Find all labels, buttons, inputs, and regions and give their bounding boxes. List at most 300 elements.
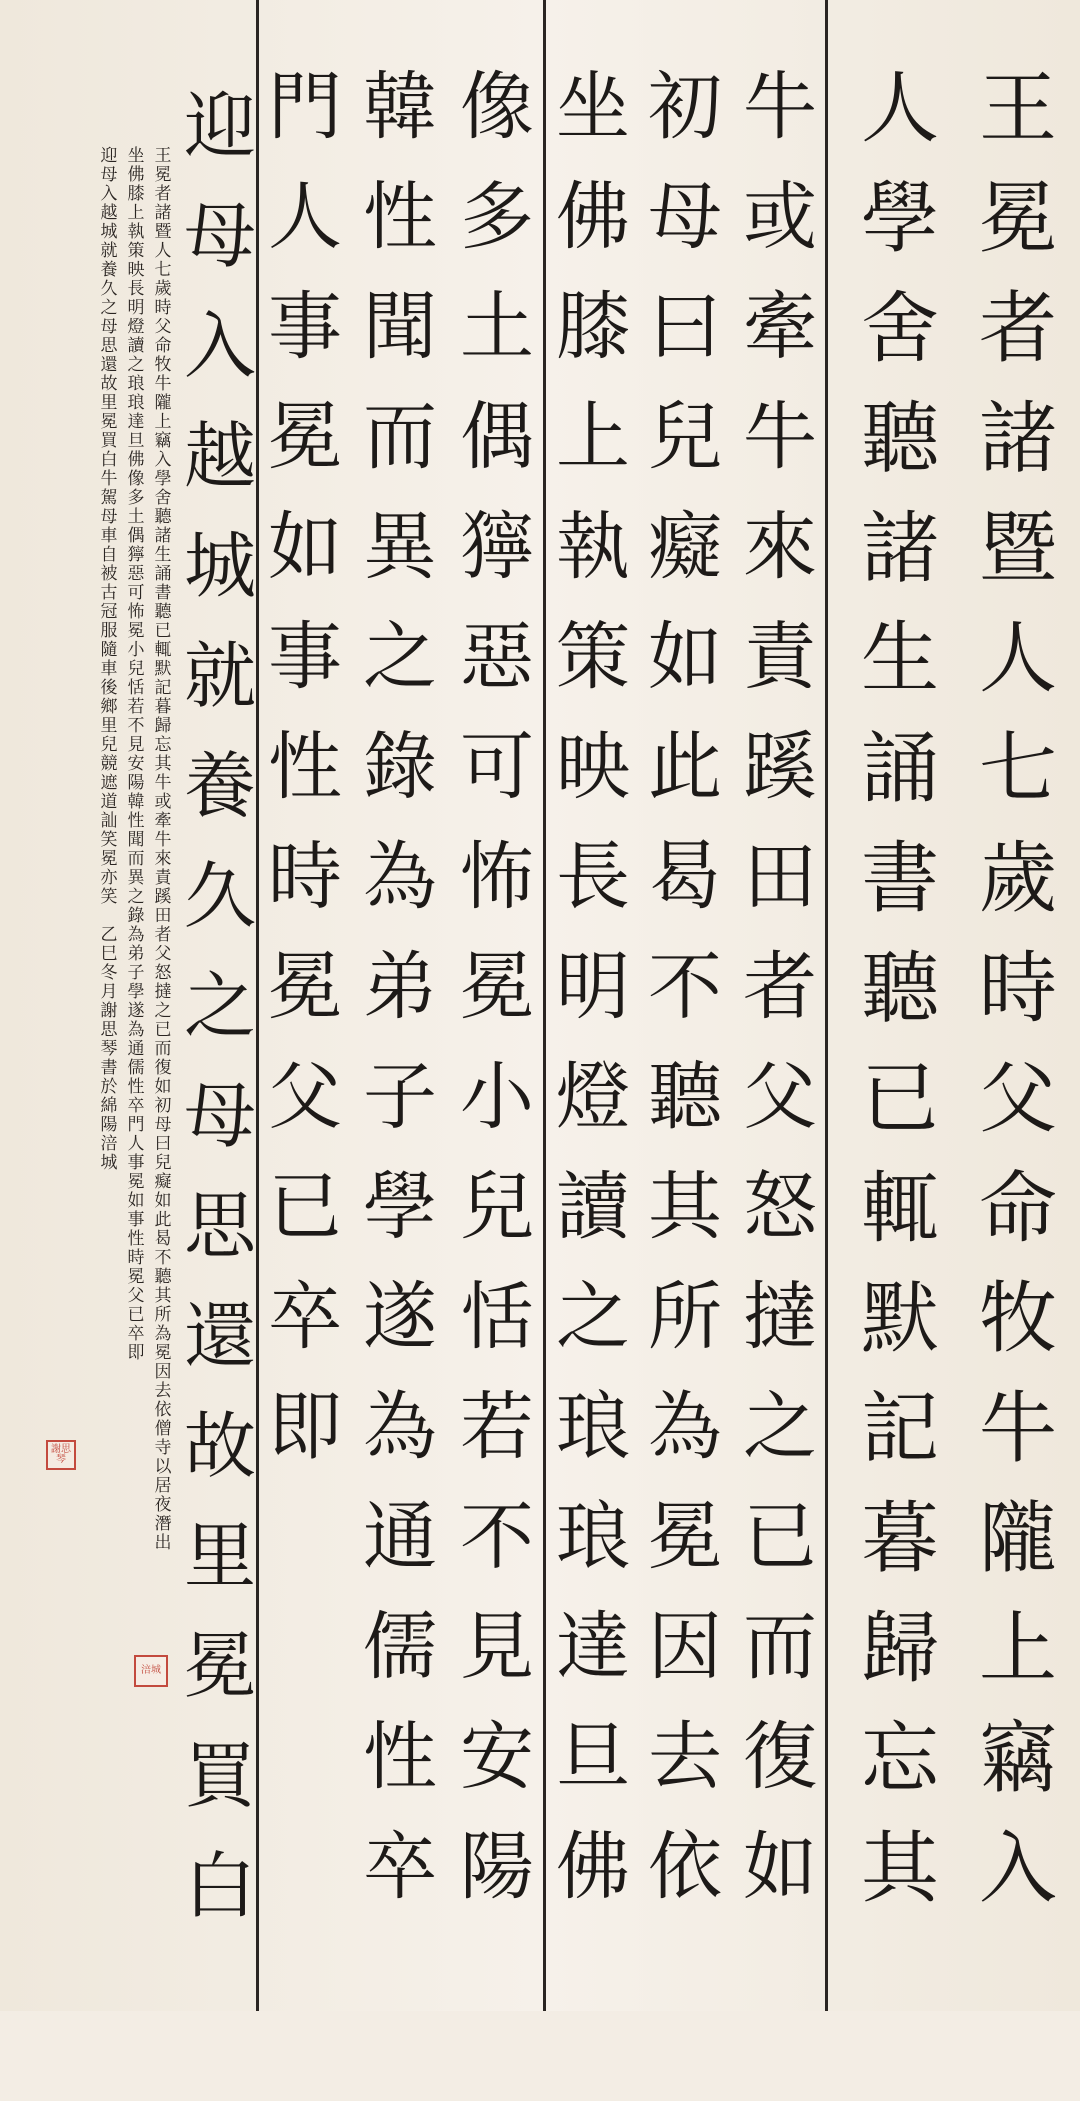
inscription-glyph: 兒	[154, 1153, 172, 1173]
seal-script-glyph: 此	[648, 724, 722, 810]
seal-script-glyph: 映	[556, 724, 630, 810]
inscription-glyph: 母	[100, 507, 118, 527]
inscription-glyph: 讀	[127, 336, 145, 356]
inscription-glyph: 命	[154, 336, 172, 356]
seal-script-glyph: 久	[183, 854, 256, 938]
inscription-glyph: 明	[127, 298, 145, 318]
seal-script-glyph: 諸	[860, 504, 939, 594]
seal-script-glyph: 冕	[648, 1494, 722, 1580]
inscription-glyph: 琅	[127, 393, 145, 413]
inscription-glyph: 被	[100, 564, 118, 584]
inscription-glyph: 牛	[154, 830, 172, 850]
seal-script-glyph: 書	[860, 834, 939, 924]
seal-script-glyph: 父	[978, 1054, 1057, 1144]
seal-script-glyph: 為	[363, 834, 437, 920]
inscription-glyph: 書	[100, 1058, 118, 1078]
inscription-glyph: 燈	[127, 317, 145, 337]
inscription-glyph: 琅	[127, 374, 145, 394]
seal-script-glyph: 惡	[460, 614, 534, 700]
seal-script-glyph: 事	[268, 614, 342, 700]
inscription-glyph: 亦	[100, 868, 118, 888]
inscription-glyph: 出	[154, 1533, 172, 1553]
inscription-glyph: 韓	[127, 792, 145, 812]
inscription-glyph: 曷	[154, 1229, 172, 1249]
inscription-glyph: 錄	[127, 906, 145, 926]
seal-script-glyph: 上	[978, 1604, 1057, 1694]
inscription-glyph: 已	[154, 621, 172, 641]
inscription-glyph: 性	[127, 1229, 145, 1249]
seal-script-glyph: 冕	[978, 174, 1057, 264]
seal-script-glyph: 暮	[860, 1494, 939, 1584]
inscription-glyph: 復	[154, 1058, 172, 1078]
inscription-glyph: 獰	[127, 545, 145, 565]
inscription-glyph: 母	[100, 317, 118, 337]
seal-script-glyph: 來	[743, 504, 817, 590]
inscription-glyph: 冕	[154, 165, 172, 185]
inscription-glyph: 涪	[100, 1134, 118, 1154]
inscription-glyph: 兒	[127, 659, 145, 679]
inscription-glyph: 怒	[154, 963, 172, 983]
seal-script-glyph: 冕	[268, 944, 342, 1030]
seal-script-glyph: 冕	[268, 394, 342, 480]
seal-script-glyph: 若	[460, 1384, 534, 1470]
inscription-glyph: 時	[127, 1248, 145, 1268]
seal-script-glyph: 恬	[460, 1274, 534, 1360]
seal-script-glyph: 子	[363, 1054, 437, 1140]
inscription-glyph: 而	[127, 849, 145, 869]
inscription-glyph: 所	[154, 1305, 172, 1325]
main-column-7	[355, 0, 445, 2081]
inscription-glyph: 蹊	[154, 887, 172, 907]
seal-script-glyph: 默	[860, 1274, 939, 1364]
inscription-glyph: 競	[100, 754, 118, 774]
inscription-glyph: 田	[154, 906, 172, 926]
seal-script-glyph: 兒	[460, 1164, 534, 1250]
inscription-glyph: 撻	[154, 982, 172, 1002]
inscription-glyph: 笑	[100, 830, 118, 850]
seal-script-glyph: 上	[556, 394, 630, 480]
inscription-glyph: 養	[100, 260, 118, 280]
column-rule	[543, 0, 546, 2011]
inscription-glyph: 見	[127, 735, 145, 755]
seal-script-glyph: 命	[978, 1164, 1057, 1254]
seal-script-glyph: 性	[363, 1714, 437, 1800]
inscription-glyph: 佛	[127, 165, 145, 185]
seal-script-glyph: 即	[268, 1384, 342, 1470]
inscription-glyph: 冠	[100, 602, 118, 622]
inscription-glyph: 父	[154, 944, 172, 964]
inscription-glyph: 記	[154, 678, 172, 698]
inscription-glyph: 為	[127, 1020, 145, 1040]
seal-script-glyph: 人	[978, 614, 1057, 704]
seal-script-glyph: 七	[978, 724, 1057, 814]
inscription-glyph: 居	[154, 1476, 172, 1496]
inscription-glyph: 性	[127, 811, 145, 831]
inscription-glyph: 輒	[154, 640, 172, 660]
inscription-glyph: 謝	[100, 1001, 118, 1021]
seal-script-glyph: 輒	[860, 1164, 939, 1254]
seal-script-glyph: 獰	[460, 504, 534, 590]
seal-script-glyph: 癡	[648, 504, 722, 590]
seal-script-glyph: 者	[743, 944, 817, 1030]
seal-script-glyph: 牽	[743, 284, 817, 370]
seal-script-glyph: 故	[183, 1404, 256, 1488]
inscription-glyph: 如	[154, 1077, 172, 1097]
inscription-glyph: 策	[127, 241, 145, 261]
seal-script-glyph: 如	[268, 504, 342, 590]
inscription-column-3	[98, 148, 120, 1578]
seal-script-glyph: 田	[743, 834, 817, 920]
seal-script-glyph: 怖	[460, 834, 534, 920]
inscription-glyph: 默	[154, 659, 172, 679]
inscription-glyph: 冕	[127, 1267, 145, 1287]
inscription-glyph: 車	[100, 526, 118, 546]
seal-script-glyph: 琅	[556, 1494, 630, 1580]
inscription-glyph: 時	[154, 298, 172, 318]
inscription-glyph: 之	[127, 887, 145, 907]
inscription-glyph: 父	[154, 317, 172, 337]
seal-script-glyph: 牛	[743, 64, 817, 150]
seal-script-glyph: 如	[743, 1824, 817, 1910]
inscription-glyph: 責	[154, 868, 172, 888]
inscription-glyph: 者	[154, 184, 172, 204]
inscription-glyph: 古	[100, 583, 118, 603]
inscription-glyph: 惡	[127, 564, 145, 584]
inscription-glyph: 歸	[154, 716, 172, 736]
inscription-glyph: 巳	[100, 944, 118, 964]
inscription-glyph: 因	[154, 1362, 172, 1382]
seal-script-glyph: 曰	[648, 284, 722, 370]
seal-script-glyph: 時	[268, 834, 342, 920]
inscription-glyph: 之	[100, 298, 118, 318]
inscription-glyph: 多	[127, 488, 145, 508]
inscription-glyph: 暨	[154, 222, 172, 242]
inscription-glyph: 曰	[154, 1134, 172, 1154]
inscription-glyph: 冕	[154, 1343, 172, 1363]
inscription-glyph: 佛	[127, 450, 145, 470]
main-column-9	[180, 0, 260, 2101]
inscription-glyph: 牛	[100, 469, 118, 489]
inscription-glyph: 里	[100, 393, 118, 413]
seal-script-glyph: 牛	[743, 394, 817, 480]
seal-script-glyph: 入	[183, 304, 256, 388]
inscription-glyph: 弟	[127, 944, 145, 964]
inscription-glyph: 如	[127, 1191, 145, 1211]
seal-script-glyph: 陽	[460, 1824, 534, 1910]
inscription-glyph: 而	[154, 1039, 172, 1059]
seal-script-glyph: 錄	[363, 724, 437, 810]
seal-script-glyph: 母	[648, 174, 722, 260]
seal-script-glyph: 多	[460, 174, 534, 260]
inscription-glyph: 長	[127, 279, 145, 299]
inscription-glyph: 陽	[100, 1115, 118, 1135]
seal-script-glyph: 性	[268, 724, 342, 810]
seal-script-glyph: 可	[460, 724, 534, 810]
seal-script-glyph: 養	[183, 744, 256, 828]
inscription-glyph: 遮	[100, 773, 118, 793]
main-column-8	[260, 0, 350, 2081]
inscription-glyph: 即	[127, 1343, 145, 1363]
seal-script-glyph: 時	[978, 944, 1057, 1034]
inscription-glyph: 自	[100, 545, 118, 565]
inscription-glyph: 潛	[154, 1514, 172, 1534]
inscription-glyph: 子	[127, 963, 145, 983]
seal-script-glyph: 所	[648, 1274, 722, 1360]
inscription-glyph: 事	[127, 1210, 145, 1230]
seal-script-glyph: 不	[648, 944, 722, 1030]
seal-script-glyph: 誦	[860, 724, 939, 814]
seal-script-glyph: 復	[743, 1714, 817, 1800]
seal-script-glyph: 生	[860, 614, 939, 704]
inscription-glyph: 綿	[100, 1096, 118, 1116]
inscription-glyph: 月	[100, 982, 118, 1002]
inscription-glyph: 偶	[127, 526, 145, 546]
seal-script-glyph: 越	[183, 414, 256, 498]
seal-script-glyph: 琅	[556, 1384, 630, 1470]
inscription-glyph: 入	[100, 184, 118, 204]
column-rule	[825, 0, 828, 2011]
inscription-glyph: 映	[127, 260, 145, 280]
seal-script-glyph: 佛	[556, 1824, 630, 1910]
inscription-glyph: 琴	[100, 1039, 118, 1059]
seal-script-glyph: 責	[743, 614, 817, 700]
inscription-glyph: 生	[154, 545, 172, 565]
inscription-glyph: 誦	[154, 564, 172, 584]
inscription-glyph: 買	[100, 431, 118, 451]
seal-script-glyph: 人	[860, 64, 939, 154]
inscription-glyph: 以	[154, 1457, 172, 1477]
seal-script-glyph: 里	[183, 1514, 256, 1598]
seal-script-glyph: 已	[860, 1054, 939, 1144]
inscription-glyph: 於	[100, 1077, 118, 1097]
seal-script-glyph: 偶	[460, 394, 534, 480]
inscription-glyph: 達	[127, 412, 145, 432]
inscription-glyph: 車	[100, 659, 118, 679]
inscription-glyph: 竊	[154, 431, 172, 451]
inscription-glyph: 聞	[127, 830, 145, 850]
inscription-glyph: 後	[100, 678, 118, 698]
inscription-glyph: 書	[154, 583, 172, 603]
seal-script-glyph: 學	[363, 1164, 437, 1250]
seal-script-glyph: 思	[183, 1184, 256, 1268]
inscription-glyph: 七	[154, 260, 172, 280]
seal-script-glyph: 王	[978, 64, 1057, 154]
seal-script-glyph: 讀	[556, 1164, 630, 1250]
artist-seal: 謝思琴	[46, 1440, 76, 1470]
seal-script-glyph: 像	[460, 64, 534, 150]
seal-script-glyph: 之	[363, 614, 437, 700]
inscription-glyph: 牛	[154, 773, 172, 793]
seal-script-glyph: 坐	[556, 64, 630, 150]
inscription-glyph: 來	[154, 849, 172, 869]
seal-script-glyph: 牧	[978, 1274, 1057, 1364]
inscription-glyph: 暮	[154, 697, 172, 717]
seal-script-glyph: 明	[556, 944, 630, 1030]
inscription-glyph: 寺	[154, 1438, 172, 1458]
seal-script-glyph: 隴	[978, 1494, 1057, 1584]
inscription-glyph: 像	[127, 469, 145, 489]
inscription-glyph: 此	[154, 1210, 172, 1230]
inscription-glyph: 城	[100, 1153, 118, 1173]
seal-script-glyph: 冕	[460, 944, 534, 1030]
seal-script-glyph: 父	[743, 1054, 817, 1140]
inscription-glyph: 人	[154, 241, 172, 261]
seal-script-glyph: 還	[183, 1294, 256, 1378]
inscription-glyph: 為	[127, 925, 145, 945]
seal-script-glyph: 而	[363, 394, 437, 480]
inscription-glyph: 冕	[100, 412, 118, 432]
seal-script-glyph: 蹊	[743, 724, 817, 810]
seal-script-glyph: 達	[556, 1604, 630, 1690]
inscription-glyph: 冕	[100, 849, 118, 869]
inscription-glyph: 母	[100, 165, 118, 185]
inscription-glyph: 去	[154, 1381, 172, 1401]
inscription-glyph: 已	[154, 1020, 172, 1040]
inscription-glyph: 僧	[154, 1419, 172, 1439]
seal-script-glyph: 竊	[978, 1714, 1057, 1804]
seal-script-glyph: 小	[460, 1054, 534, 1140]
seal-script-glyph: 性	[363, 174, 437, 260]
inscription-glyph: 不	[127, 716, 145, 736]
inscription-glyph: 上	[127, 203, 145, 223]
seal-script-glyph: 因	[648, 1604, 722, 1690]
inscription-glyph: 越	[100, 203, 118, 223]
seal-script-glyph: 諸	[978, 394, 1057, 484]
seal-script-glyph: 母	[183, 194, 256, 278]
main-column-5	[548, 0, 638, 2081]
inscription-glyph: 母	[154, 1115, 172, 1135]
seal-script-glyph: 歸	[860, 1604, 939, 1694]
seal-script-glyph: 門	[268, 64, 342, 150]
inscription-glyph: 之	[154, 1001, 172, 1021]
seal-script-glyph: 而	[743, 1604, 817, 1690]
inscription-glyph: 忘	[154, 735, 172, 755]
inscription-glyph: 學	[154, 469, 172, 489]
inscription-glyph: 恬	[127, 678, 145, 698]
inscription-glyph: 執	[127, 222, 145, 242]
inscription-glyph: 膝	[127, 184, 145, 204]
inscription-glyph: 舍	[154, 488, 172, 508]
seal-script-glyph: 旦	[556, 1714, 630, 1800]
seal-script-glyph: 去	[648, 1714, 722, 1800]
seal-script-glyph: 卒	[268, 1274, 342, 1360]
inscription-glyph: 牧	[154, 355, 172, 375]
seal-script-glyph: 事	[268, 284, 342, 370]
inscription-glyph: 兒	[100, 735, 118, 755]
seal-script-glyph: 之	[743, 1384, 817, 1470]
inscription-glyph: 冬	[100, 963, 118, 983]
inscription-glyph: 學	[127, 982, 145, 1002]
inscription-glyph: 服	[100, 621, 118, 641]
seal-script-glyph: 入	[978, 1824, 1057, 1914]
inscription-glyph: 怖	[127, 602, 145, 622]
inscription-glyph: 還	[100, 355, 118, 375]
seal-script-glyph: 牛	[978, 1384, 1057, 1474]
inscription-glyph: 隨	[100, 640, 118, 660]
inscription-glyph: 癡	[154, 1172, 172, 1192]
seal-script-glyph: 就	[183, 634, 256, 718]
inscription-glyph: 依	[154, 1400, 172, 1420]
seal-script-glyph: 依	[648, 1824, 722, 1910]
seal-script-glyph: 舍	[860, 284, 939, 374]
inscription-glyph: 門	[127, 1115, 145, 1135]
inscription-glyph: 其	[154, 1286, 172, 1306]
inscription-glyph: 里	[100, 716, 118, 736]
seal-script-glyph: 膝	[556, 284, 630, 370]
seal-script-glyph: 迎	[183, 84, 256, 168]
seal-script-glyph: 聽	[860, 944, 939, 1034]
inscription-glyph: 城	[100, 222, 118, 242]
seal-script-glyph: 如	[648, 614, 722, 700]
inscription-glyph: 思	[100, 1020, 118, 1040]
seal-script-glyph: 已	[268, 1164, 342, 1250]
inscription-glyph: 迎	[100, 146, 118, 166]
main-column-2	[850, 0, 950, 2081]
inscription-glyph: 入	[154, 450, 172, 470]
inscription-column-2	[125, 148, 147, 1578]
inscription-column-1	[152, 148, 174, 1578]
inscription-glyph: 土	[127, 507, 145, 527]
inscription-glyph: 乙	[100, 925, 118, 945]
inscription-glyph: 若	[127, 697, 145, 717]
seal-script-glyph: 記	[860, 1384, 939, 1474]
seal-script-glyph: 弟	[363, 944, 437, 1030]
inscription-glyph: 王	[154, 146, 172, 166]
inscription-glyph: 聽	[154, 507, 172, 527]
inscription-glyph: 久	[100, 279, 118, 299]
inscription-glyph: 諸	[154, 203, 172, 223]
inscription-glyph: 卒	[127, 1096, 145, 1116]
seal-script-glyph: 為	[363, 1384, 437, 1470]
seal-script-glyph: 遂	[363, 1274, 437, 1360]
inscription-glyph: 故	[100, 374, 118, 394]
inscription-glyph: 聽	[154, 602, 172, 622]
seal-script-glyph: 撻	[743, 1274, 817, 1360]
inscription-glyph: 小	[127, 640, 145, 660]
inscription-glyph: 人	[127, 1134, 145, 1154]
seal-script-glyph: 聽	[860, 394, 939, 484]
seal-script-glyph: 聞	[363, 284, 437, 370]
main-column-4	[640, 0, 730, 2081]
seal-script-glyph: 策	[556, 614, 630, 700]
seal-script-glyph: 白	[183, 1844, 256, 1928]
seal-script-glyph: 不	[460, 1494, 534, 1580]
inscription-glyph: 初	[154, 1096, 172, 1116]
seal-script-glyph: 異	[363, 504, 437, 590]
inscription-glyph: 或	[154, 792, 172, 812]
inscription-glyph: 儒	[127, 1058, 145, 1078]
inscription-glyph: 之	[127, 355, 145, 375]
inscription-glyph: 夜	[154, 1495, 172, 1515]
seal-script-glyph: 學	[860, 174, 939, 264]
inscription-glyph: 歲	[154, 279, 172, 299]
inscription-glyph: 通	[127, 1039, 145, 1059]
inscription-glyph: 性	[127, 1077, 145, 1097]
main-column-1	[968, 0, 1068, 2081]
seal-script-glyph: 兒	[648, 394, 722, 480]
inscription-glyph: 笑	[100, 887, 118, 907]
inscription-glyph: 上	[154, 412, 172, 432]
inscription-glyph: 牛	[154, 374, 172, 394]
seal-script-glyph: 母	[183, 1074, 256, 1158]
inscription-glyph: 駕	[100, 488, 118, 508]
inscription-glyph: 為	[154, 1324, 172, 1344]
inscription-glyph: 鄉	[100, 697, 118, 717]
seal-script-glyph: 買	[183, 1734, 256, 1818]
seal-script-glyph: 曷	[648, 834, 722, 920]
seal-script-glyph: 執	[556, 504, 630, 590]
inscription-glyph: 可	[127, 583, 145, 603]
